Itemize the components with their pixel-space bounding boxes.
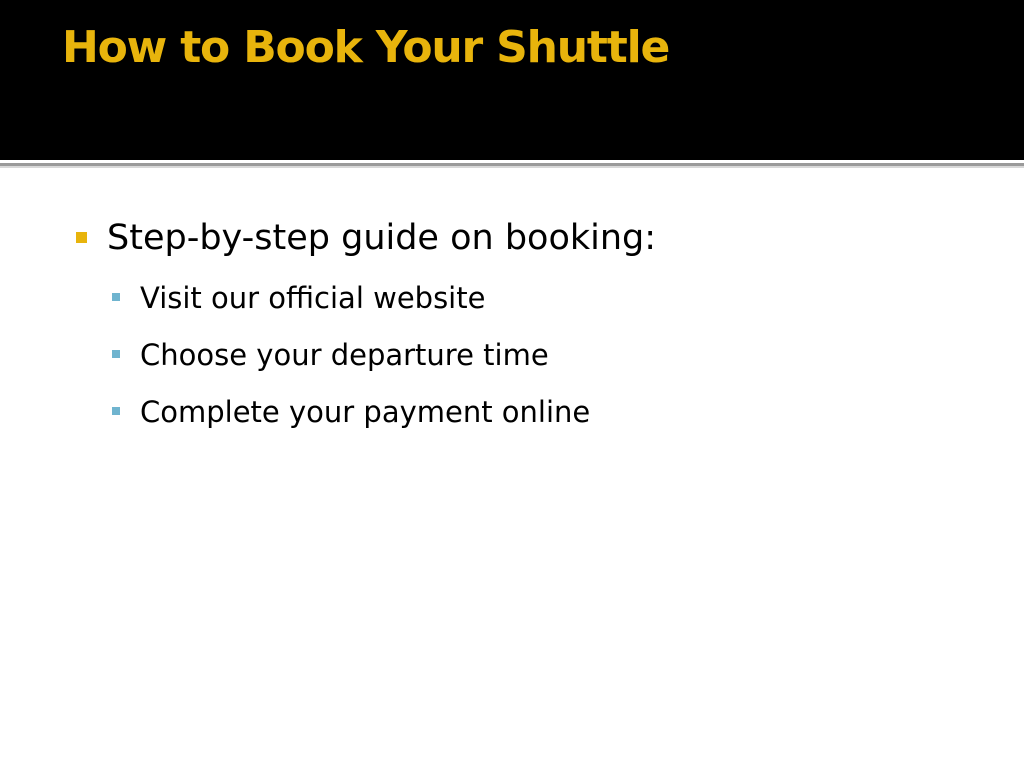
title-bar [0,0,1024,160]
sub-bullet-departure-time [112,335,712,375]
sub-bullet-visit-website [112,278,712,318]
bullet-text: Step-by-step guide on booking: [107,218,657,258]
square-bullet-icon [112,407,120,415]
bullet-step-by-step [76,212,676,264]
square-bullet-icon [112,350,120,358]
sub-bullet-text: Visit our official website [140,281,486,315]
sub-bullet-text: Choose your departure time [140,338,549,372]
title-divider-light [0,166,1024,168]
slide-title: How to Book Your Shuttle [62,22,670,73]
sub-bullet-text: Complete your payment online [140,395,591,429]
square-bullet-icon [112,293,120,301]
square-bullet-icon [76,232,87,243]
sub-bullet-payment-online [112,392,712,432]
